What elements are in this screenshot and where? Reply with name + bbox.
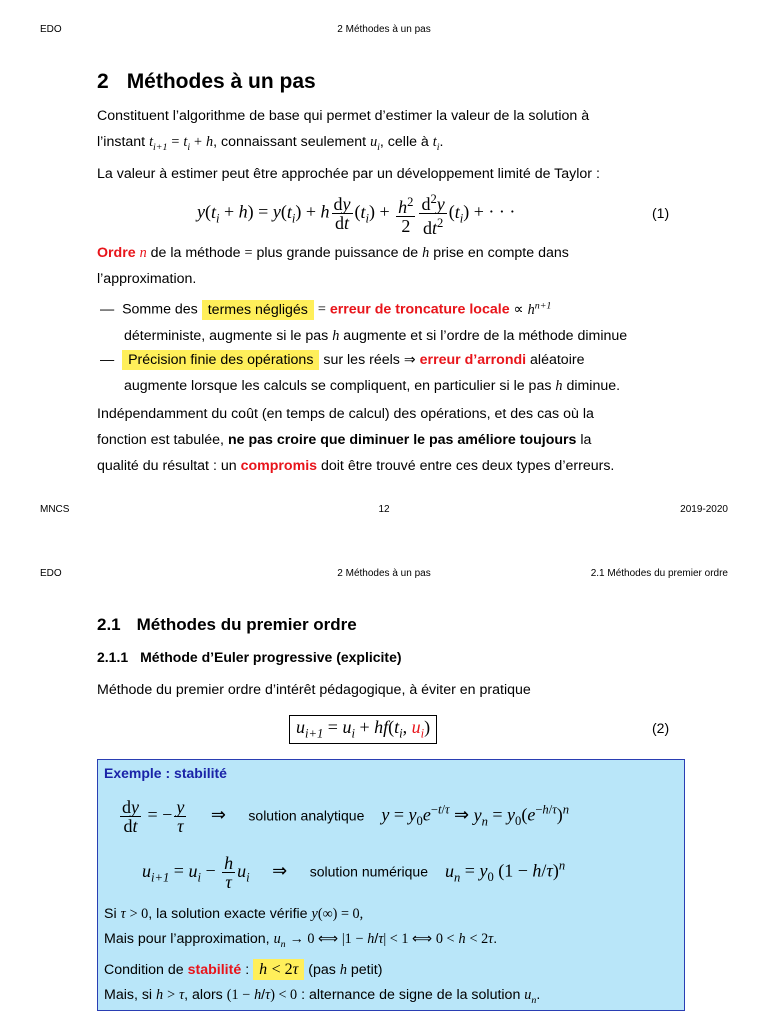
example-analytic-line: $\frac{dy}{dt}$ = − $\frac{y}{\tau}$ ⇒ solution analytique $y = y_0e^{-t/\tau}$ ⇒ $y_n = y_0(e^{-h/\tau})^n$ <box>122 797 570 836</box>
example-numeric-line: $u_{i+1} = u_i$ − $\frac{h}{\tau}$ $u_i$ ⇒ solution numérique $u_n = y_0$ $(1 - h/\tau)^n$ <box>142 853 566 892</box>
footer-right: 2019-2020 <box>680 504 728 515</box>
equation-number-2: (2) <box>652 720 670 736</box>
taylor-equation: $y(t_i + h) = y(t_i) + h$ $\frac{dy}{dt}$ $(t_i)$ + $\frac{h^2}{2}$ $\frac{d^2y}{dt^2}$ $(t_i)$ + · · · <box>197 192 516 238</box>
equation-number-1: (1) <box>652 205 670 221</box>
conclusion-paragraph: Indépendamment du coût (en temps de calcul) des opérations, et des cas où la fonction est tabulée, ne pas croire que diminuer le pas améliore toujours la qualité du résultat : un compromis doit être trouvé entre ces deux types d’erreurs. <box>97 406 615 474</box>
intro-paragraph: Constituent l’algorithme de base qui permet d’estimer la valeur de la solution à l’instant $t_{i+1} = t_i + h$, connaissant seulement $u_i$, celle à $t_i$. La valeur à estimer peut être approchée par un développement limité de Taylor : <box>97 108 600 182</box>
euler-equation: $u_{i+1} = u_i + hf(t_i$, $u_i$) <box>289 715 437 744</box>
subsubsection-title: 2.1.1 Méthode d’Euler progressive (explicite) <box>97 649 402 665</box>
ordre-paragraph: Ordre n de la méthode = plus grande puissance de h prise en compte dans l’approximation. <box>97 245 569 287</box>
header-left: EDO <box>40 24 62 35</box>
subsection-title: 2.1 Méthodes du premier ordre <box>97 615 357 634</box>
header2-left: EDO <box>40 568 62 579</box>
example-text: Si τ > 0, la solution exacte vérifie y(∞) = 0, Mais pour l’approximation, $u_n \to 0$ ⟺ |1 − h/τ| < 1 ⟺ 0 < h < 2τ. Condition de stabilité : h < 2τ (pas h petit) Mais, si h > τ, alors (1 − h/τ) < 0 : alternance de signe de la solution $u_n$. <box>104 906 541 1006</box>
page-number: 12 <box>378 504 390 515</box>
euler-intro: Méthode du premier ordre d’intérêt pédagogique, à éviter en pratique <box>97 682 531 698</box>
header2-right: 2.1 Méthodes du premier ordre <box>590 568 728 579</box>
section-title: 2 Méthodes à un pas <box>97 70 316 93</box>
example-title: Exemple : stabilité <box>104 765 227 781</box>
bullet-troncature: — Somme des termes négligés = erreur de troncature locale ∝ $h^{n+1}$ déterministe, augmente si le pas h augmente et si l’ordre de la méthode diminue <box>100 300 628 344</box>
header-center: 2 Méthodes à un pas <box>337 24 431 35</box>
footer-left: MNCS <box>40 504 70 515</box>
bullet-arrondi: — Précision finie des opérations sur les réels ⇒ erreur d’arrondi aléatoire augmente lorsque les calculs se compliquent, en particulier si le pas h diminue. <box>100 352 621 394</box>
example-box <box>97 759 685 1011</box>
header2-center: 2 Méthodes à un pas <box>337 568 431 579</box>
